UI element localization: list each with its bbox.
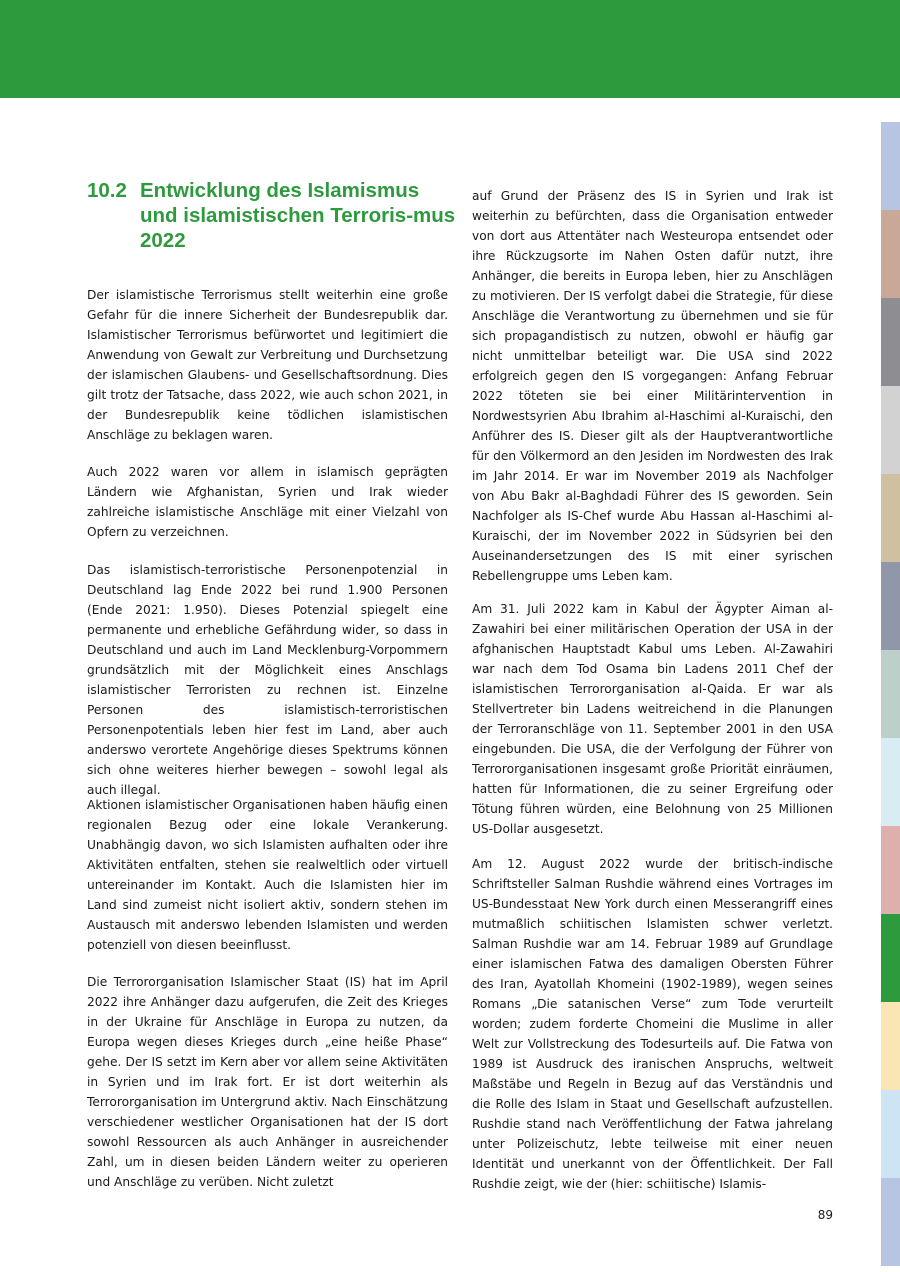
chapter-tab-strip [881, 122, 900, 1266]
section-number: 10.2 [87, 179, 127, 202]
chapter-tab [881, 474, 900, 562]
paragraph: Aktionen islamistischer Organisationen haben häufig einen regionalen Bezug oder eine lokale Verankerung. Unabhängig davon, wo sich Islamisten aufhalten oder ihre Aktivitäten entfalten, stehen sie realweltlich oder virtuell untereinander im Kontakt. Auch die Islamisten hier im Land sind zumeist nicht isoliert aktiv, sondern stehen im Austausch mit anderswo lebenden Islamisten und werden potenziell von diesen beeinflusst. [87, 798, 448, 952]
section-heading [87, 178, 457, 253]
paragraph: auf Grund der Präsenz des IS in Syrien und Irak ist weiterhin zu befürchten, dass die Organisation entweder von dort aus Attentäter nach Westeuropa entsendet oder ihre Rückzugsorte im Nahen Osten dafür nutzt, ihre Anhänger, die bereits in Europa leben, hier zu Anschlägen zu motivieren. Der IS verfolgt dabei die Strategie, für diese Anschläge die Verantwortung zu übernehmen und sie für sich propagandistisch zu nutzen, obwohl er häufig gar nicht unmittelbar beteiligt war. Die USA sind 2022 erfolgreich gegen den IS vorgegangen: Anfang Februar 2022 töteten sie bei einer Militärintervention in Nordwestsyrien Abu Ibrahim al-Haschimi al-Kuraischi, den Anführer des IS. Dieser gilt als der Hauptverantwortliche für den Völkermord an den Jesiden im Nordwesten des Irak im Jahr 2014. Er war im November 2019 als Nachfolger von Abu Bakr al-Baghdadi Führer des IS geworden. Sein Nachfolger als IS-Chef wurde Abu Hassan al-Haschimi al-Kuraischi, der im November 2022 in Südsyrien bei den Auseinandersetzungen des IS mit einer syrischen Rebellengruppe ums Leben kam. [472, 189, 833, 583]
paragraph: Am 12. August 2022 wurde der britisch-indische Schriftsteller Salman Rushdie während eines Vortrages im US-Bundesstaat New York durch einen Messerangriff eines mutmaßlich schiitischen lslamisten schwer verletzt. Salman Rushdie war am 14. Februar 1989 auf Grundlage einer islamischen Fatwa des damaligen Obersten Führer des Iran, Ayatollah Khomeini (1902-1989), wegen seines Romans „Die satanischen Verse“ zum Tode verurteilt worden; zudem forderte Chomeini die Muslime in aller Welt zur Vollstreckung des Todesurteils auf. Die Fatwa von 1989 ist Ausdruck des iranischen Anspruchs, weltweit Maßstäbe und Regeln in Bezug auf das Verständnis und die Rolle des Islam in Staat und Gesellschaft aufzustellen. Rushdie stand nach Veröffentlichung der Fatwa jahrelang unter Polizeischutz, lebte teilweise mit einer neuen Identität und unerkannt von der Öffentlichkeit. Der Fall Rushdie zeigt, wie der (hier: schiitische) Islamis- [472, 857, 833, 1191]
chapter-tab [881, 210, 900, 298]
paragraph: Die Terrororganisation Islamischer Staat (IS) hat im April 2022 ihre Anhänger dazu aufgerufen, die Zeit des Krieges in der Ukraine für Anschläge in Europa zu nutzen, da Europa wegen dieses Krieges durch „eine heiße Phase“ gehe. Der IS setzt im Kern aber vor allem seine Aktivitäten in Syrien und im Irak fort. Er ist dort weiterhin als Terrororganisation im Untergrund aktiv. Nach Einschätzung verschiedener westlicher Organisationen hat der IS dort sowohl Ressourcen als auch Anhänger in ausreichender Zahl, um in diesen beiden Ländern weiter zu operieren und Anschläge zu verüben. Nicht zuletzt [87, 975, 448, 1189]
chapter-tab [881, 1090, 900, 1178]
chapter-tab [881, 298, 900, 386]
chapter-tab [881, 914, 900, 1002]
paragraph: Auch 2022 waren vor allem in islamisch geprägten Ländern wie Afghanistan, Syrien und Irak wieder zahlreiche islamistische Anschläge mit einer Vielzahl von Opfern zu verzeichnen. [87, 465, 448, 539]
section-title: Entwicklung des Islamismus und islamistischen Terroris-mus 2022 [140, 179, 456, 252]
chapter-tab [881, 562, 900, 650]
paragraph: Der islamistische Terrorismus stellt weiterhin eine große Gefahr für die innere Sicherheit der Bundesrepublik dar. Islamistischer Terrorismus befürwortet und legitimiert die Anwendung von Gewalt zur Verbreitung und Durchsetzung der islamischen Glaubens- und Gesellschaftsordnung. Dies gilt trotz der Tatsache, dass 2022, wie auch schon 2021, in der Bundesrepublik keine tödlichen islamistischen Anschläge zu beklagen waren. [87, 288, 448, 442]
paragraph: Das islamistisch-terroristische Personenpotenzial in Deutschland lag Ende 2022 bei rund 1.900 Personen (Ende 2021: 1.950). Dieses Potenzial spiegelt eine permanente und erhebliche Gefährdung wider, so dass in Deutschland und auch im Land Mecklenburg-Vorpommern grundsätzlich mit der Möglichkeit eines Anschlags islamistischer Terroristen zu rechnen ist. Einzelne Personen des islamistisch-terroristischen Personenpotentials leben hier fest im Land, aber auch anderswo verortete Angehörige dieses Spektrums können sich ohne weiteres hierher bewegen – sowohl legal als auch illegal. [87, 563, 448, 797]
chapter-tab [881, 1178, 900, 1266]
chapter-tab [881, 386, 900, 474]
chapter-tab [881, 738, 900, 826]
chapter-tab [881, 650, 900, 738]
header-band [0, 0, 900, 98]
page-number: 89 [817, 1208, 833, 1222]
chapter-tab [881, 1002, 900, 1090]
paragraph: Am 31. Juli 2022 kam in Kabul der Ägypter Aiman al-Zawahiri bei einer militärischen Operation der USA in der afghanischen Hauptstadt Kabul ums Leben. Al-Zawahiri war nach dem Tod Osama bin Ladens 2011 Chef der islamistischen Terrororganisation al-Qaida. Er war als Stellvertreter bin Ladens weitreichend in die Planungen der Terroranschläge von 11. September 2001 in den USA eingebunden. Die USA, die der Verfolgung der Führer von Terrororganisationen insgesamt große Priorität einräumen, hatten für Informationen, die zu seiner Ergreifung oder Tötung führen würden, eine Belohnung von 25 Millionen US-Dollar ausgesetzt. [472, 602, 833, 836]
chapter-tab [881, 826, 900, 914]
chapter-tab [881, 122, 900, 210]
